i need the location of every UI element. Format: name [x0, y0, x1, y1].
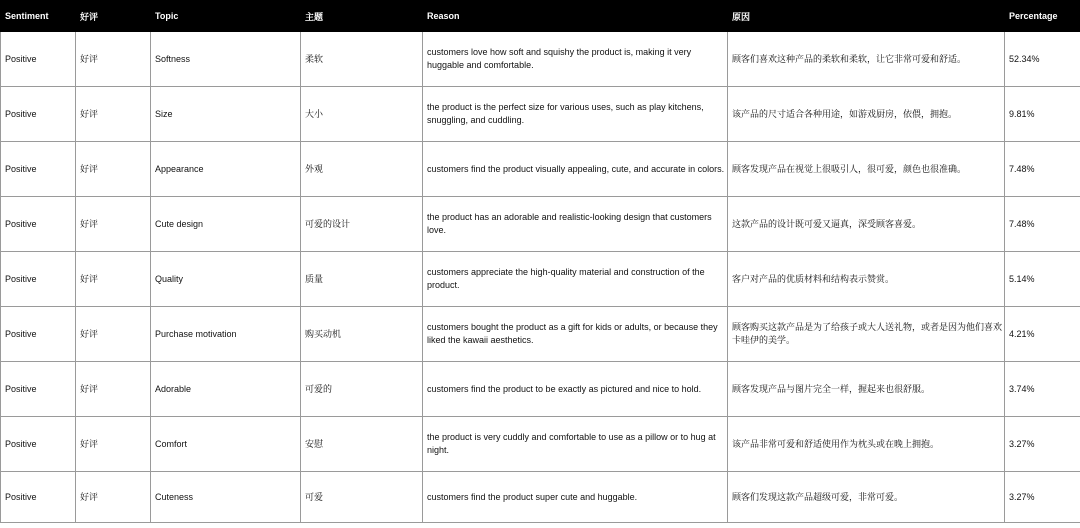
cell-reason: the product is the perfect size for various uses, such as play kitchens, snuggling, and cuddling. [423, 87, 728, 142]
table-row [1, 472, 1080, 523]
cell-topic: Cuteness [151, 472, 301, 523]
cell-sentiment-cn: 好评 [76, 252, 151, 307]
cell-percentage: 7.48% [1005, 142, 1080, 197]
table-row [1, 142, 1080, 197]
cell-topic-cn: 购买动机 [301, 307, 423, 362]
cell-topic-cn: 可爱 [301, 472, 423, 523]
cell-topic-cn: 大小 [301, 87, 423, 142]
cell-topic-cn: 外观 [301, 142, 423, 197]
cell-topic-cn: 质量 [301, 252, 423, 307]
cell-reason: the product has an adorable and realistic-looking design that customers love. [423, 197, 728, 252]
cell-sentiment-cn: 好评 [76, 417, 151, 472]
table-row [1, 417, 1080, 472]
cell-topic-cn: 可爱的 [301, 362, 423, 417]
header-topic: Topic [151, 1, 301, 32]
cell-reason-cn: 顾客发现产品在视觉上很吸引人，很可爱，颜色也很准确。 [728, 142, 1005, 197]
cell-reason: customers bought the product as a gift for kids or adults, or because they liked the kawaii aesthetics. [423, 307, 728, 362]
cell-percentage: 9.81% [1005, 87, 1080, 142]
cell-sentiment-cn: 好评 [76, 142, 151, 197]
cell-topic: Adorable [151, 362, 301, 417]
cell-sentiment: Positive [1, 417, 76, 472]
cell-reason-cn: 客户对产品的优质材料和结构表示赞赏。 [728, 252, 1005, 307]
cell-sentiment: Positive [1, 197, 76, 252]
cell-reason: the product is very cuddly and comfortable to use as a pillow or to hug at night. [423, 417, 728, 472]
cell-topic: Appearance [151, 142, 301, 197]
cell-sentiment: Positive [1, 142, 76, 197]
cell-sentiment: Positive [1, 472, 76, 523]
cell-reason-cn: 顾客们喜欢这种产品的柔软和柔软，让它非常可爱和舒适。 [728, 32, 1005, 87]
cell-sentiment-cn: 好评 [76, 87, 151, 142]
cell-topic: Size [151, 87, 301, 142]
cell-sentiment-cn: 好评 [76, 197, 151, 252]
cell-percentage: 3.74% [1005, 362, 1080, 417]
cell-reason: customers find the product super cute and huggable. [423, 472, 728, 523]
cell-sentiment: Positive [1, 87, 76, 142]
cell-reason: customers love how soft and squishy the product is, making it very huggable and comfortable. [423, 32, 728, 87]
header-percentage: Percentage [1005, 1, 1080, 32]
cell-percentage: 3.27% [1005, 417, 1080, 472]
table-row [1, 362, 1080, 417]
cell-sentiment-cn: 好评 [76, 32, 151, 87]
cell-sentiment: Positive [1, 362, 76, 417]
cell-topic-cn: 柔软 [301, 32, 423, 87]
cell-percentage: 7.48% [1005, 197, 1080, 252]
header-sentiment-cn: 好评 [76, 1, 151, 32]
cell-topic: Comfort [151, 417, 301, 472]
cell-reason: customers find the product to be exactly as pictured and nice to hold. [423, 362, 728, 417]
cell-topic: Quality [151, 252, 301, 307]
cell-sentiment: Positive [1, 307, 76, 362]
cell-percentage: 4.21% [1005, 307, 1080, 362]
cell-sentiment: Positive [1, 32, 76, 87]
cell-reason-cn: 顾客购买这款产品是为了给孩子或大人送礼物，或者是因为他们喜欢卡哇伊的美学。 [728, 307, 1005, 362]
cell-reason-cn: 这款产品的设计既可爱又逼真，深受顾客喜爱。 [728, 197, 1005, 252]
cell-sentiment-cn: 好评 [76, 307, 151, 362]
table-row [1, 32, 1080, 87]
table-row [1, 87, 1080, 142]
cell-topic-cn: 可爱的设计 [301, 197, 423, 252]
cell-sentiment-cn: 好评 [76, 362, 151, 417]
cell-percentage: 52.34% [1005, 32, 1080, 87]
cell-topic: Cute design [151, 197, 301, 252]
header-reason-cn: 原因 [728, 1, 1005, 32]
cell-topic: Purchase motivation [151, 307, 301, 362]
cell-reason: customers find the product visually appealing, cute, and accurate in colors. [423, 142, 728, 197]
cell-sentiment-cn: 好评 [76, 472, 151, 523]
cell-reason-cn: 该产品的尺寸适合各种用途，如游戏厨房，依偎，拥抱。 [728, 87, 1005, 142]
cell-topic: Softness [151, 32, 301, 87]
cell-topic-cn: 安慰 [301, 417, 423, 472]
cell-reason: customers appreciate the high-quality material and construction of the product. [423, 252, 728, 307]
cell-reason-cn: 顾客们发现这款产品超级可爱，非常可爱。 [728, 472, 1005, 523]
header-sentiment: Sentiment [1, 1, 76, 32]
table-row [1, 307, 1080, 362]
table-row [1, 197, 1080, 252]
cell-reason-cn: 该产品非常可爱和舒适使用作为枕头或在晚上拥抱。 [728, 417, 1005, 472]
cell-sentiment: Positive [1, 252, 76, 307]
cell-reason-cn: 顾客发现产品与图片完全一样，握起来也很舒服。 [728, 362, 1005, 417]
header-row [1, 1, 1080, 32]
cell-percentage: 5.14% [1005, 252, 1080, 307]
cell-percentage: 3.27% [1005, 472, 1080, 523]
header-reason: Reason [423, 1, 728, 32]
table-row [1, 252, 1080, 307]
header-topic-cn: 主题 [301, 1, 423, 32]
